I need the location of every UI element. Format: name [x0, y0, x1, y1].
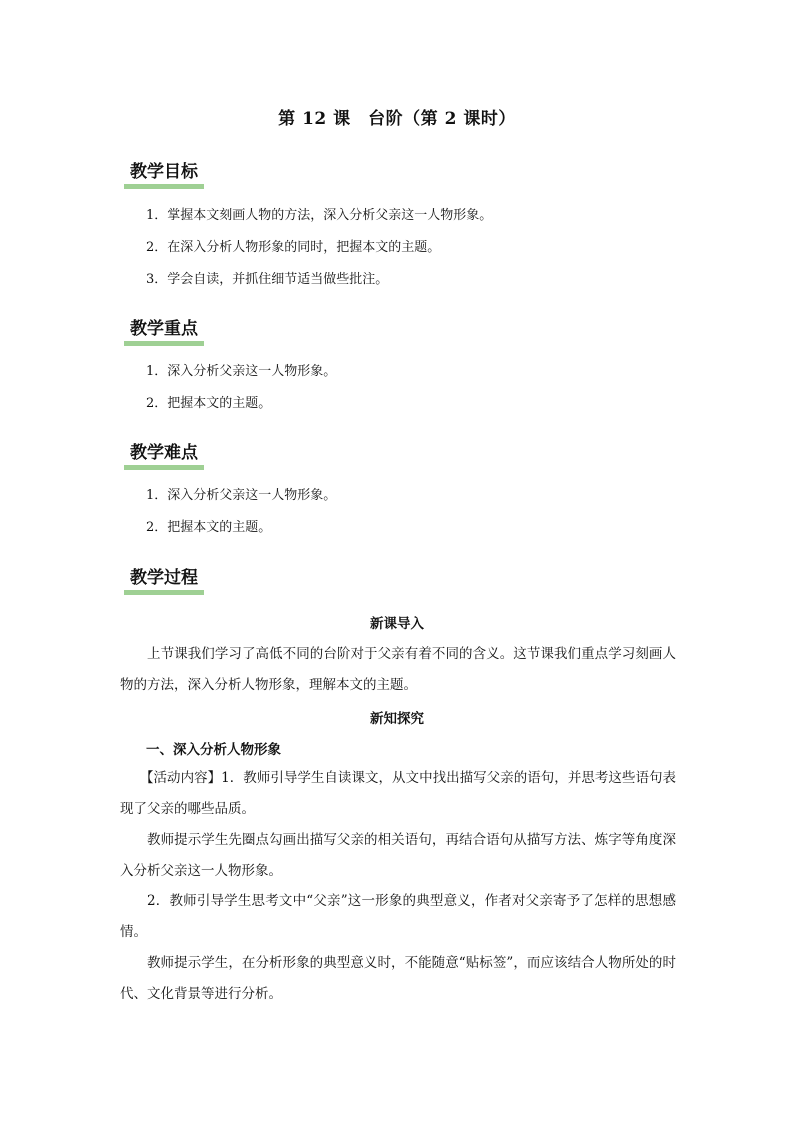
heading-highlight — [124, 341, 204, 346]
section-heading-difficulties — [124, 441, 204, 467]
intro-title: 新课导入 — [370, 616, 424, 632]
heading-highlight — [124, 590, 204, 595]
list-item: 1．深入分析父亲这一人物形象。 — [146, 364, 337, 379]
hint-paragraph: 教师提示学生先圈点勾画出描写父亲的相关语句，再结合语句从描写方法、炼字等角度深入分析父亲这一人物形象。 — [120, 832, 676, 879]
heading-highlight — [124, 465, 204, 470]
list-item: 1．深入分析父亲这一人物形象。 — [146, 488, 337, 503]
part1-title: 一、深入分析人物形象 — [146, 742, 281, 758]
section-heading-process — [124, 566, 204, 592]
heading-highlight — [124, 184, 204, 189]
list-item: 2．在深入分析人物形象的同时，把握本文的主题。 — [146, 240, 441, 255]
intro-paragraph: 上节课我们学习了高低不同的台阶对于父亲有着不同的含义。这节课我们重点学习刻画人物的方法，深入分析人物形象，理解本文的主题。 — [120, 646, 676, 693]
list-item: 2．把握本文的主题。 — [146, 520, 272, 535]
difficulties-list — [146, 480, 336, 544]
analysis-paragraph: 教师提示学生，在分析形象的典型意义时，不能随意“贴标签”，而应该结合人物所处的时代、文化背景等进行分析。 — [120, 955, 676, 1002]
section-heading-goals — [124, 160, 204, 186]
goals-list — [146, 200, 492, 296]
section-heading-key-points — [124, 317, 204, 343]
list-item: 2．把握本文的主题。 — [146, 396, 272, 411]
list-item: 3．学会自读，并抓住细节适当做些批注。 — [146, 272, 389, 287]
activity-paragraph: 【活动内容】1．教师引导学生自读课文，从文中找出描写父亲的语句，并思考这些语句表现了父亲的哪些品质。 — [120, 770, 676, 817]
section-heading-goals-text: 教学目标 — [130, 162, 198, 182]
lesson-title: 第 12 课 台阶（第 2 课时） — [278, 109, 516, 129]
question-paragraph: 2．教师引导学生思考文中“父亲”这一形象的典型意义，作者对父亲寄予了怎样的思想感情。 — [120, 893, 676, 940]
section-heading-process-text: 教学过程 — [130, 568, 198, 588]
key-points-list — [146, 356, 336, 420]
explore-title: 新知探究 — [370, 711, 424, 727]
section-heading-difficulties-text: 教学难点 — [130, 443, 198, 463]
section-heading-key-points-text: 教学重点 — [130, 319, 198, 339]
list-item: 1．掌握本文刻画人物的方法，深入分析父亲这一人物形象。 — [146, 208, 493, 223]
